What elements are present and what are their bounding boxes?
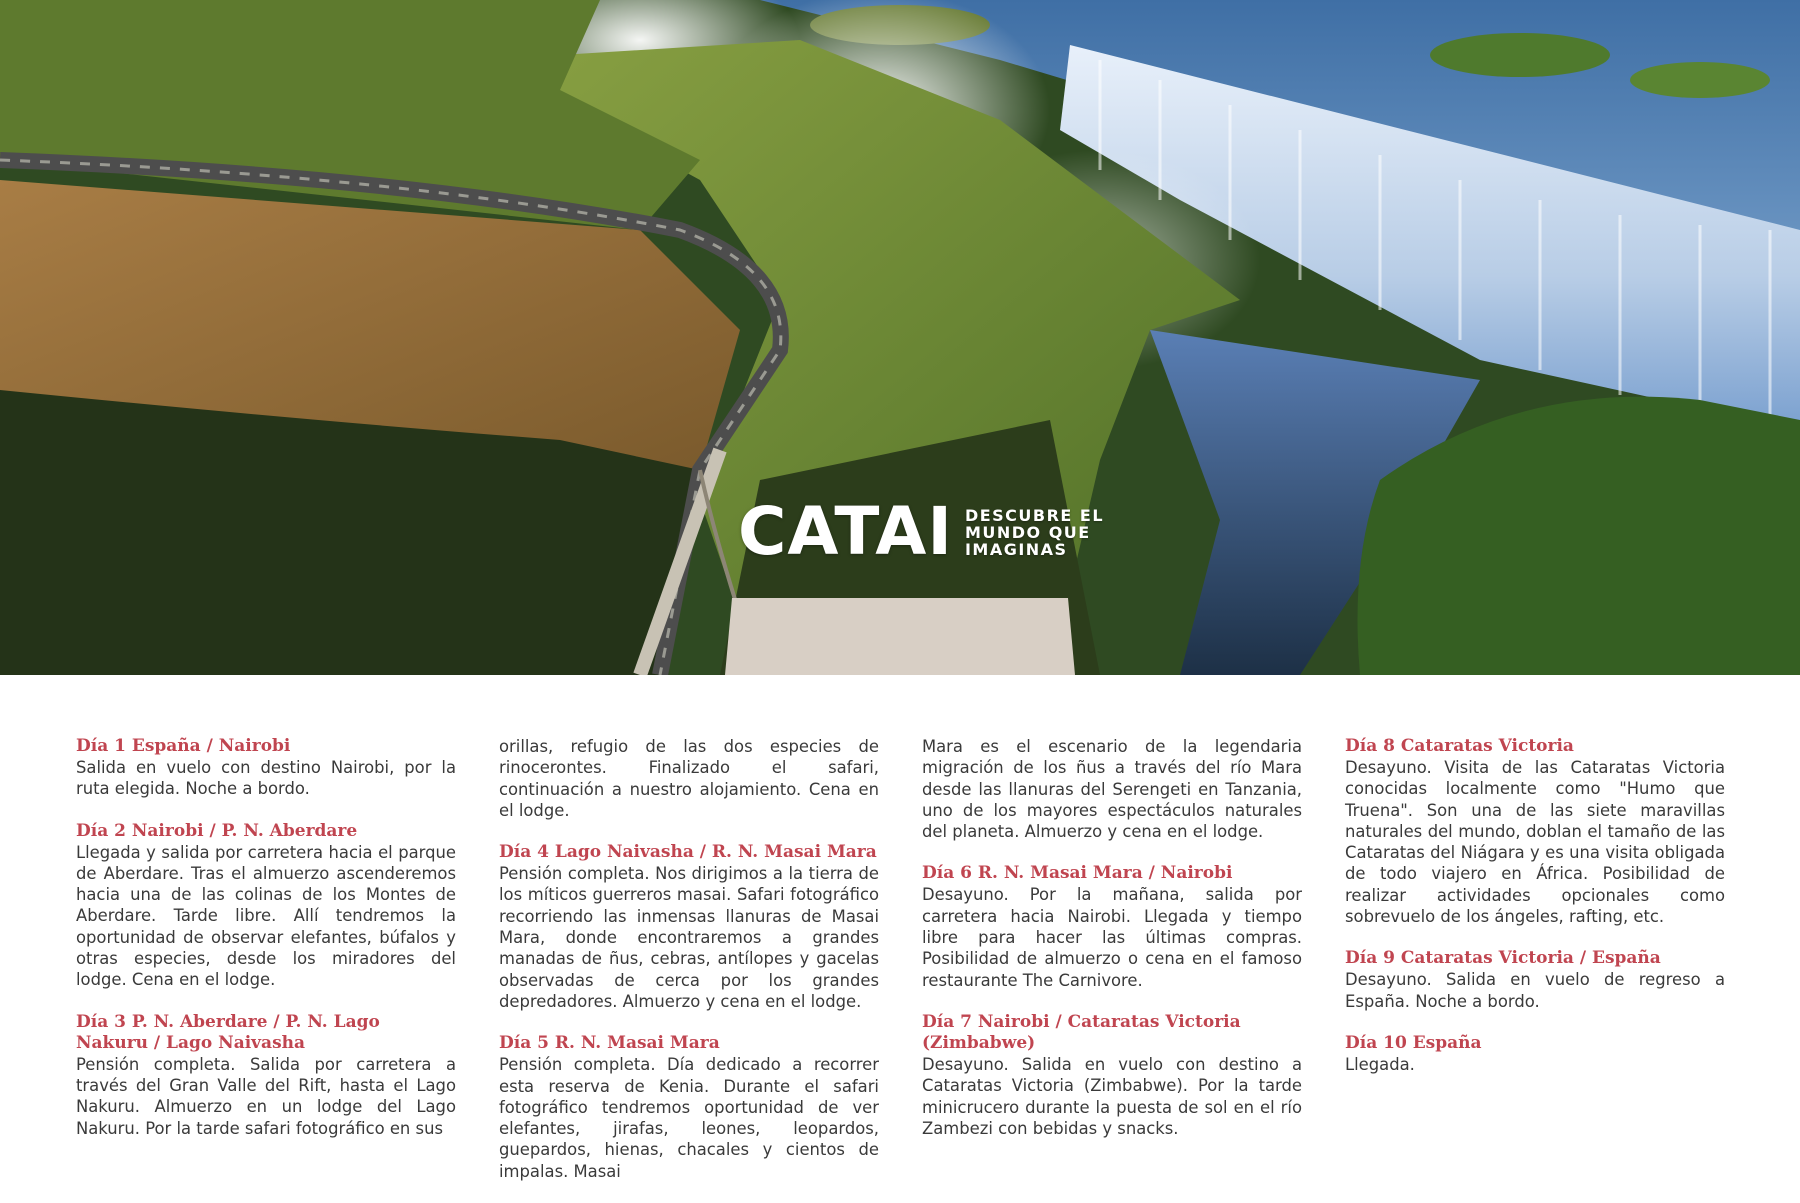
- day-title: Día 10 España: [1345, 1032, 1482, 1053]
- day-title: Día 6 R. N. Masai Mara / Nairobi: [922, 863, 1233, 884]
- day-text: Pensión completa. Nos dirigimos a la tierra de los míticos guerreros masai. Safari fotográfico recorriendo las inmensas llanuras de Masai Mara, donde encontraremos a grandes manadas de ñus, cebras, antílopes y gacelas observadas de cerca por los grandes depredadores. Almuerzo y cena en el lodge.: [499, 864, 879, 1011]
- day-text: Desayuno. Visita de las Cataratas Victoria conocidas localmente como "Humo que Truena". Son una de las siete maravillas naturales del mundo, doblan el tamaño de las Cataratas del Niágara y es una visita obligada de todo viajero en África. Posibilidad de realizar actividades opcionales como sobrevuelo de los ángeles, rafting, etc.: [1345, 758, 1725, 927]
- day-title: Día 9 Cataratas Victoria / España: [1345, 948, 1661, 969]
- tagline-line-3: IMAGINAS: [964, 539, 1068, 559]
- day-entry: [499, 1033, 879, 1182]
- day-text: Desayuno. Por la mañana, salida por carretera hacia Nairobi. Llegada y tiempo libre para hacer las últimas compras. Posibilidad de almuerzo o cena en el famoso restaurante The Carnivore.: [922, 885, 1302, 990]
- day-title: Día 8 Cataratas Victoria: [1345, 736, 1574, 756]
- day-text: Pensión completa. Día dedicado a recorrer esta reserva de Kenia. Durante el safari fotográfico tendremos oportunidad de ver elefantes, jirafas, leones, leopardos, guepardos, hienas, chacales y cientos de impalas. Masai: [499, 1055, 879, 1181]
- itinerary-column-1: [76, 736, 456, 1203]
- title-ribbon: [725, 598, 1075, 675]
- itinerary-column-2: [499, 736, 879, 1203]
- day-text: Llegada.: [1345, 1054, 1415, 1074]
- day-title: Día 2 Nairobi / P. N. Aberdare: [76, 820, 358, 841]
- continued-text: Mara es el escenario de la legendaria migración de los ñus a través del río Mara desde las llanuras del Serengeti en Tanzania, uno de los mayores espectáculos naturales del planeta. Almuerzo y cena en el lodge.: [922, 737, 1302, 842]
- tagline-line-1: DESCUBRE EL: [964, 505, 1105, 525]
- day-entry: [922, 1012, 1302, 1139]
- day-entry: [76, 821, 456, 991]
- brand-name: CATAI: [738, 493, 953, 570]
- day-text: Llegada y salida por carretera hacia el parque de Aberdare. Tras el almuerzo ascenderemos hacia una de las colinas de los Montes de Aberdare. Tarde libre. Allí tendremos la oportunidad de observar elefantes, búfalos y otras especies, desde los miradores del lodge. Cena en el lodge.: [76, 842, 456, 990]
- day-entry: [499, 842, 879, 1012]
- continued-text: orillas, refugio de las dos especies de rinocerontes. Finalizado el safari, continuación a nuestro alojamiento. Cena en el lodge.: [499, 737, 879, 820]
- catai-logo: [738, 493, 1105, 570]
- brand-tagline: [965, 507, 1104, 558]
- day-title: Día 3 P. N. Aberdare / P. N. Lago Nakuru / Lago Naivasha: [76, 1011, 380, 1053]
- day-title: Día 1 España / Nairobi: [76, 736, 291, 756]
- day-text: Desayuno. Salida en vuelo con destino a Cataratas Victoria (Zimbabwe). Por la tarde minicrucero durante la puesta de sol en el río Zambezi con bebidas y snacks.: [922, 1054, 1302, 1138]
- tagline-line-2: MUNDO QUE: [964, 522, 1091, 542]
- day-title: Día 7 Nairobi / Cataratas Victoria (Zimbabwe): [922, 1011, 1241, 1053]
- day-title: Día 4 Lago Naivasha / R. N. Masai Mara: [499, 842, 877, 863]
- itinerary-column-4: [1345, 736, 1725, 1203]
- day-entry: [1345, 736, 1725, 927]
- day-text: Pensión completa. Salida por carretera a través del Gran Valle del Rift, hasta el Lago Nakuru. Almuerzo en un lodge del Lago Nakuru. Por la tarde safari fotográfico en sus: [76, 1054, 456, 1138]
- day-text: Desayuno. Salida en vuelo de regreso a España. Noche a bordo.: [1345, 970, 1725, 1011]
- day-text: Salida en vuelo con destino Nairobi, por la ruta elegida. Noche a bordo.: [76, 758, 456, 799]
- day-title: Día 5 R. N. Masai Mara: [499, 1033, 720, 1054]
- day-entry: [1345, 1033, 1725, 1075]
- day-entry: [922, 863, 1302, 990]
- day-entry: [76, 1012, 456, 1139]
- itinerary: [76, 736, 1726, 1181]
- itinerary-column-3: [922, 736, 1302, 1203]
- day-entry: [1345, 948, 1725, 1012]
- day-entry: [76, 736, 456, 800]
